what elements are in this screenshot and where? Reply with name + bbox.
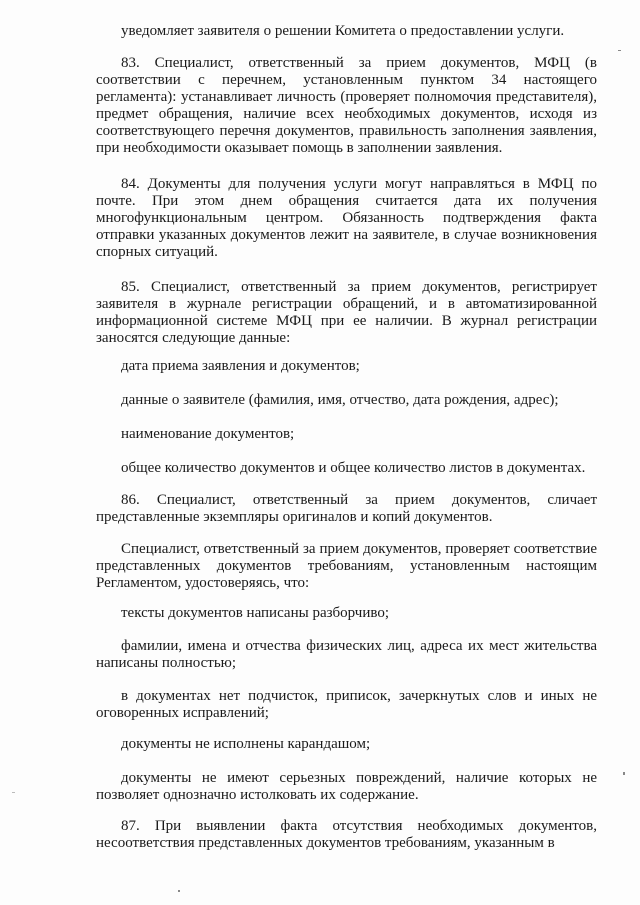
scan-speck: [618, 50, 621, 51]
paragraph-86-check: Специалист, ответственный за прием документов, проверяет соответствие представленных документов требованиям, установленным настоящим Регламентом, удостоверяясь, что:: [96, 541, 597, 591]
paragraph-83: 83. Специалист, ответственный за прием документов, МФЦ (в соответствии с перечнем, установленным пунктом 34 настоящего регламента): устанавливает личность (проверяет полномочия представителя), предмет обращения, наличие всех необходимых документов, исходя из соответствующего перечня документов, правильность заполнения заявления, при необходимости оказывает помощь в заполнении заявления.: [96, 55, 597, 156]
paragraph-87: 87. При выявлении факта отсутствия необходимых документов, несоответствия представленных документов требованиям, указанным в: [96, 818, 597, 851]
list-item-date: дата приема заявления и документов;: [121, 358, 360, 374]
scan-speck: [623, 772, 625, 775]
check-item-pencil: документы не исполнены карандашом;: [121, 736, 371, 752]
paragraph-84: 84. Документы для получения услуги могут направляться в МФЦ по почте. При этом днем обращения считается дата их получения многофункциональным центром. Обязанность подтверждения факта отправки указанных документов лежит на заявителе, в случае возникновения спорных ситуаций.: [96, 176, 597, 260]
paragraph-top: уведомляет заявителя о решении Комитета о предоставлении услуги.: [121, 23, 565, 39]
list-item-applicant: данные о заявителе (фамилия, имя, отчество, дата рождения, адрес);: [121, 392, 559, 408]
scan-speck: [178, 890, 180, 892]
check-item-damage: документы не имеют серьезных повреждений, наличие которых не позволяет однозначно истолковать их содержание.: [96, 770, 597, 803]
scan-speck: [12, 792, 15, 793]
paragraph-86: 86. Специалист, ответственный за прием документов, сличает представленные экземпляры оригиналов и копий документов.: [96, 492, 597, 525]
check-item-legible: тексты документов написаны разборчиво;: [121, 605, 390, 621]
check-item-corrections: в документах нет подчисток, приписок, зачеркнутых слов и иных не оговоренных исправлений;: [96, 688, 597, 721]
check-item-names: фамилии, имена и отчества физических лиц, адреса их мест жительства написаны полностью;: [96, 638, 597, 671]
list-item-count: общее количество документов и общее количество листов в документах.: [121, 460, 586, 476]
list-item-doc-names: наименование документов;: [121, 426, 295, 442]
paragraph-85: 85. Специалист, ответственный за прием документов, регистрирует заявителя в журнале регистрации обращений, и в автоматизированной информационной системе МФЦ при ее наличии. В журнал регистрации заносятся следующие данные:: [96, 279, 597, 346]
